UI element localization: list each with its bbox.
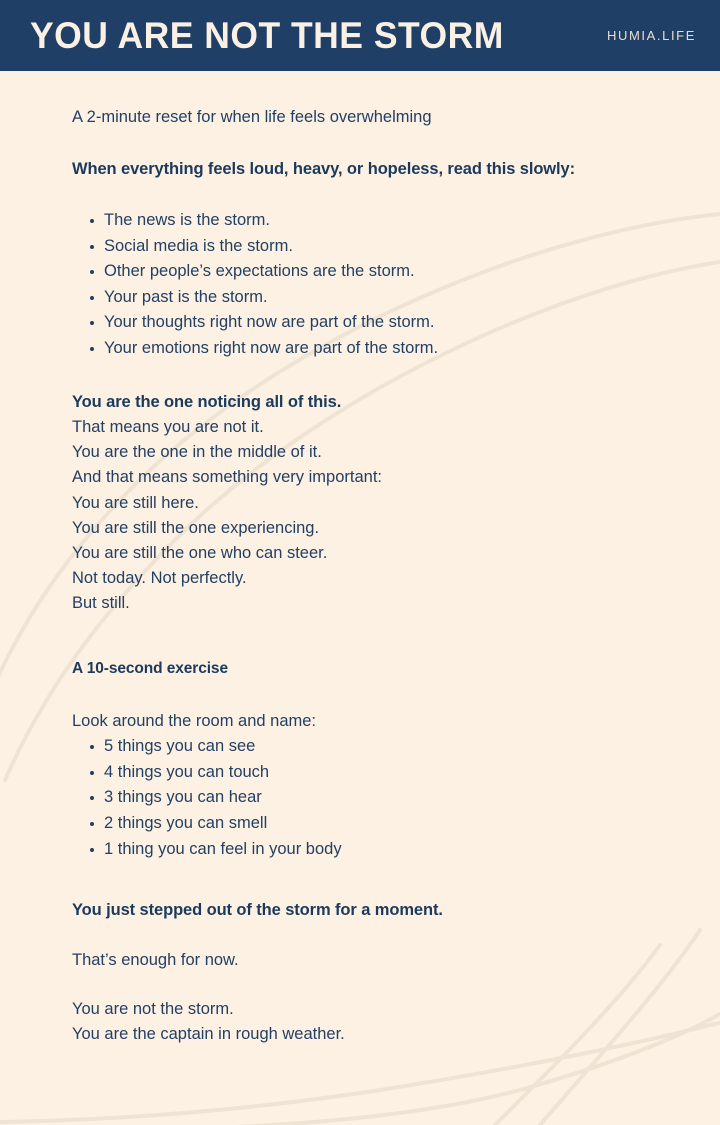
list-item: Your past is the storm. (72, 285, 680, 311)
list-item: 4 things you can touch (72, 760, 680, 786)
noticing-line: That means you are not it. (72, 418, 264, 437)
noticing-line: You are still here. (72, 493, 199, 512)
noticing-line: But still. (72, 594, 130, 613)
closing-heading: You just stepped out of the storm for a moment. (72, 901, 443, 920)
spacer (72, 681, 680, 709)
spacer (72, 71, 680, 105)
noticing-line: And that means something very important: (72, 468, 382, 487)
exercise-heading: A 10-second exercise (72, 659, 228, 677)
main-content (0, 71, 720, 1048)
closing-line: That’s enough for now. (72, 950, 239, 969)
list-item: 1 thing you can feel in your body (72, 837, 680, 863)
spacer (72, 617, 680, 657)
list-item: The news is the storm. (72, 208, 680, 234)
spacer (72, 362, 680, 390)
exercise-prompt: Look around the room and name: (72, 711, 316, 730)
page-title: YOU ARE NOT THE STORM (30, 15, 504, 56)
list-item: 2 things you can smell (72, 811, 680, 837)
page-header (0, 0, 720, 71)
noticing-line: You are still the one who can steer. (72, 544, 328, 563)
list-item: 5 things you can see (72, 734, 680, 760)
subtitle: A 2-minute reset for when life feels overwhelming (72, 108, 432, 126)
list-item: Social media is the storm. (72, 234, 680, 260)
list-item: Other people’s expectations are the storm. (72, 259, 680, 285)
list-item: Your thoughts right now are part of the storm. (72, 310, 680, 336)
spacer (72, 862, 680, 898)
noticing-line: You are the one in the middle of it. (72, 443, 322, 462)
final-line: You are the captain in rough weather. (72, 1025, 345, 1044)
spacer (72, 182, 680, 208)
noticing-line: You are still the one experiencing. (72, 518, 320, 537)
spacer (72, 131, 680, 157)
exercise-list (72, 734, 680, 862)
spacer (72, 973, 680, 997)
final-line: You are not the storm. (72, 1000, 234, 1019)
list-item: Your emotions right now are part of the storm. (72, 336, 680, 362)
brand-label: HUMIA.LIFE (607, 28, 696, 43)
list-item: 3 things you can hear (72, 785, 680, 811)
spacer (72, 924, 680, 948)
noticing-line: Not today. Not perfectly. (72, 569, 247, 588)
intro-heading: When everything feels loud, heavy, or hopeless, read this slowly: (72, 159, 575, 178)
noticing-heading: You are the one noticing all of this. (72, 392, 342, 411)
storm-list (72, 208, 680, 362)
